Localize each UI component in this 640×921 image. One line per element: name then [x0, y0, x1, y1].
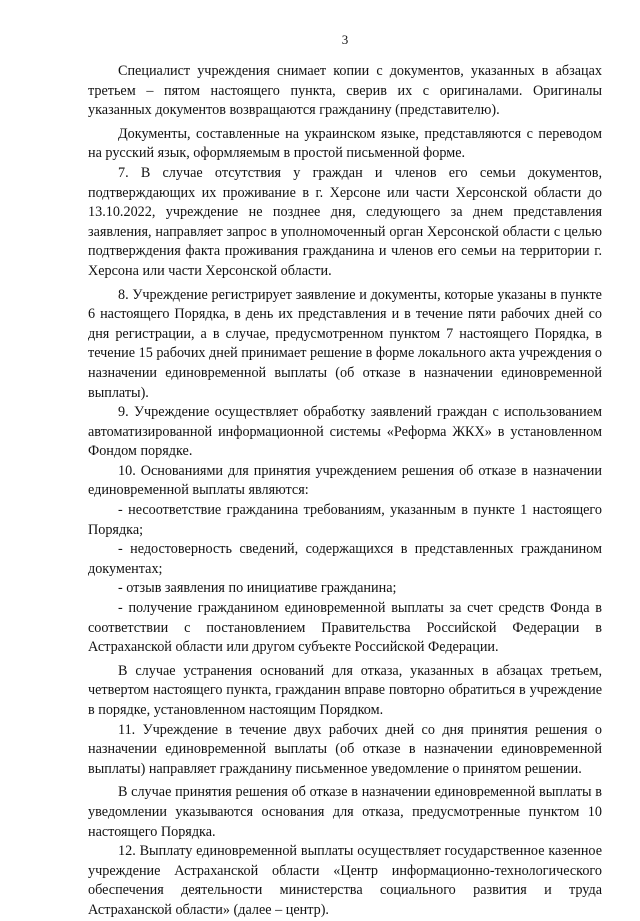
- paragraph-item-11: 11. Учреждение в течение двух рабочих дней со дня принятия решения о назначении единовременной выплаты (об отказе в назначении единовременной выплаты) направляет гражданину письменное уведомление о принятом решении.: [88, 721, 602, 777]
- list-item-withdrawal: - отзыв заявления по инициативе гражданина;: [118, 580, 397, 597]
- list-item-noncompliance: - несоответствие гражданина требованиям, указанным в пункте 1 настоящего Порядка;: [88, 502, 602, 538]
- paragraph-item-8: 8. Учреждение регистрирует заявление и документы, которые указаны в пункте 6 настоящего Порядка, в день их представления и в течение пяти рабочих дней со дня регистрации, а в случае, предусмотренном пунктом 7 настоящего Порядка, в течение 15 рабочих дней принимает решение в форме локального акта учреждения о назначении единовременной выплаты (об отказе в назначении единовременной выплаты).: [88, 286, 602, 401]
- paragraph-item-9: 9. Учреждение осуществляет обработку заявлений граждан с использованием автоматизированной информационной системы «Реформа ЖКХ» в установленном Фондом порядке.: [88, 404, 602, 460]
- paragraph-item-7: 7. В случае отсутствия у граждан и членов его семьи документов, подтверждающих их проживание в г. Херсоне или части Херсонской области до 13.10.2022, учреждение не позднее дня, следующего за днем представления заявления, направляет запрос в уполномоченный орган Херсонской области с целью подтверждения факта проживания гражданина и членов его семьи на территории г. Херсона или части Херсонской области.: [88, 164, 602, 279]
- page-number: 3: [341, 32, 349, 47]
- paragraph-item-10: 10. Основаниями для принятия учреждением решения об отказе в назначении единовременной выплаты являются:: [88, 462, 602, 499]
- paragraph-copies: Специалист учреждения снимает копии с документов, указанных в абзацах третьем – пятом настоящего пункта, сверив их с оригиналами. Оригиналы указанных документов возвращаются гражданину (представителю).: [88, 63, 602, 119]
- paragraph-reapply: В случае устранения оснований для отказа, указанных в абзацах третьем, четвертом настоящего пункта, гражданин вправе повторно обратиться в учреждение в порядке, установленном настоящим Порядком.: [88, 662, 602, 718]
- paragraph-refusal-notice: В случае принятия решения об отказе в назначении единовременной выплаты в уведомлении указываются основания для отказа, предусмотренные пунктом 10 настоящего Порядка.: [88, 784, 602, 840]
- list-item-false-info: - недостоверность сведений, содержащихся в представленных гражданином документах;: [88, 541, 602, 577]
- paragraph-item-12: 12. Выплату единовременной выплаты осуществляет государственное казенное учреждение Астраханской области «Центр информационно-технологического обеспечения деятельности министерства социального развития и труда Астраханской области» (далее – центр).: [88, 843, 602, 918]
- list-item-previous-payment: - получение гражданином единовременной выплаты за счет средств Фонда в соответствии с постановлением Правительства Российской Федерации в Астраханской области или другом субъекте Российской Федерации.: [88, 600, 602, 656]
- paragraph-ukrainian-docs: Документы, составленные на украинском языке, представляются с переводом на русский язык, оформляемым в простой письменной форме.: [88, 125, 602, 162]
